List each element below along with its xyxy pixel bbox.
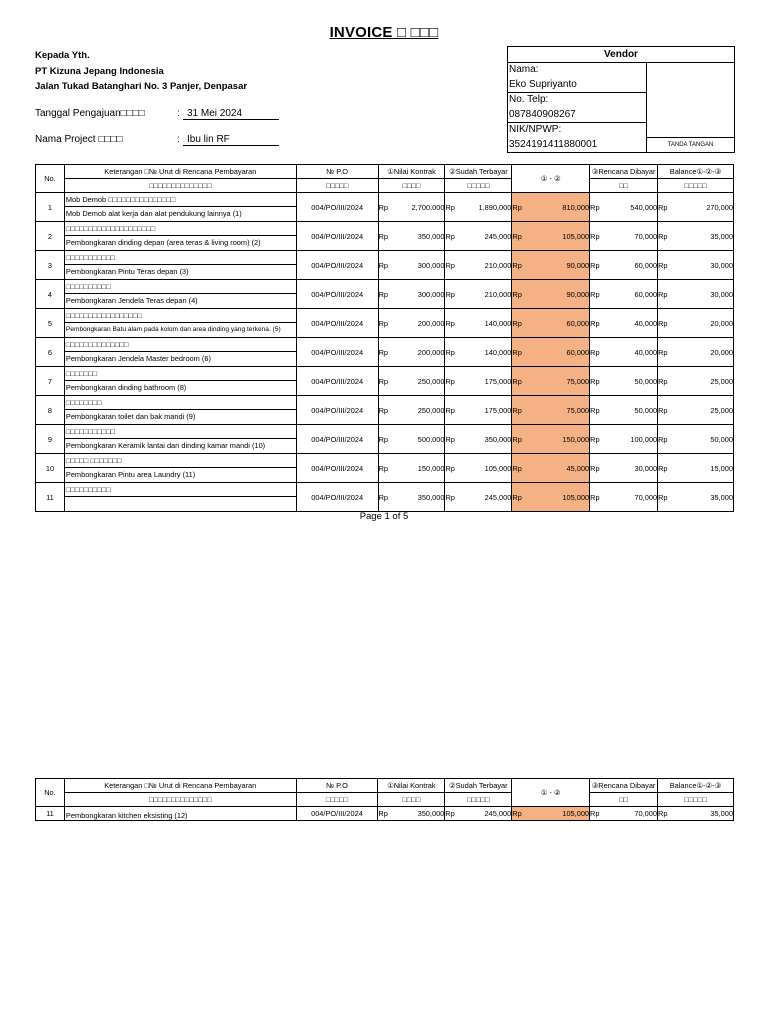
- row-description: [64, 193, 296, 222]
- row-diff: 150,000: [528, 425, 590, 454]
- table-row: [36, 454, 734, 483]
- row-no: 10: [36, 454, 65, 483]
- row-balance-currency: Rp: [658, 807, 674, 821]
- row-contract-currency: Rp: [378, 338, 394, 367]
- row-plan: 70,000: [606, 807, 658, 821]
- row-plan: 50,000: [606, 396, 658, 425]
- row-balance: 50,000: [674, 425, 734, 454]
- row-contract: 350,000: [394, 807, 445, 821]
- row-po: 004/PO/III/2024: [296, 454, 378, 483]
- row-desc-bottom: Pembongkaran Jendela Master bedroom (6): [65, 354, 211, 363]
- row-diff: 90,000: [528, 251, 590, 280]
- row-plan-currency: Rp: [590, 425, 606, 454]
- row-contract-currency: Rp: [378, 807, 394, 821]
- header-no: No.: [36, 165, 65, 193]
- row-contract: 500,000: [394, 425, 445, 454]
- row-paid-currency: Rp: [445, 222, 461, 251]
- vendor-nik-label: NIK/NPWP:: [509, 124, 562, 135]
- row-desc-top: □□□□□ □□□□□□□: [65, 454, 296, 468]
- row-plan: 100,000: [606, 425, 658, 454]
- row-desc-top: Mob Demob □□□□□□□□□□□□□□□: [65, 193, 296, 207]
- row-contract: 300,000: [394, 280, 445, 309]
- row-plan-currency: Rp: [590, 309, 606, 338]
- header-paid-sub: □□□□□: [445, 793, 512, 807]
- header-desc-sub: □□□□□□□□□□□□□□: [64, 179, 296, 193]
- recipient-address: Jalan Tukad Batanghari No. 3 Panjer, Denpasar: [35, 81, 248, 92]
- row-contract: 300,000: [394, 251, 445, 280]
- invoice-table: [35, 164, 734, 512]
- row-diff-currency: Rp: [512, 338, 528, 367]
- row-diff: 105,000: [528, 483, 590, 512]
- header-balance-sub: □□□□□: [658, 793, 734, 807]
- row-balance: 270,000: [674, 193, 734, 222]
- row-contract-currency: Rp: [378, 251, 394, 280]
- table-row: [36, 193, 734, 222]
- row-plan-currency: Rp: [590, 483, 606, 512]
- row-no: 8: [36, 396, 65, 425]
- row-plan: 540,000: [606, 193, 658, 222]
- row-po: 004/PO/III/2024: [296, 222, 378, 251]
- row-plan: 70,000: [606, 483, 658, 512]
- row-no: 1: [36, 193, 65, 222]
- table-row: [36, 338, 734, 367]
- project-name-colon: :: [177, 134, 180, 145]
- row-contract-currency: Rp: [378, 483, 394, 512]
- row-desc-top: □□□□□□□□: [65, 396, 296, 410]
- row-desc-bottom: [65, 497, 296, 511]
- row-diff-currency: Rp: [512, 280, 528, 309]
- row-diff: 45,000: [528, 454, 590, 483]
- row-contract-currency: Rp: [378, 193, 394, 222]
- row-po: 004/PO/III/2024: [296, 367, 378, 396]
- row-description: [64, 251, 296, 280]
- row-contract-currency: Rp: [378, 309, 394, 338]
- row-diff: 60,000: [528, 338, 590, 367]
- row-desc-bottom: Pembongkaran Batu alam pada kolom dan area dinding yang terkena. (5): [65, 326, 281, 333]
- row-balance-currency: Rp: [658, 367, 674, 396]
- submission-date-colon: :: [177, 108, 180, 119]
- row-no: 4: [36, 280, 65, 309]
- row-desc-bottom: Pembongkaran dinding depan (area teras & living room) (2): [65, 238, 261, 247]
- vendor-nik: 3524191411880001: [509, 138, 598, 150]
- row-description: [64, 396, 296, 425]
- row-desc-top: □□□□□□□□□□: [65, 483, 296, 497]
- row-balance-currency: Rp: [658, 483, 674, 512]
- page-number: Page 1 of 5: [359, 511, 409, 522]
- row-balance-currency: Rp: [658, 280, 674, 309]
- row-desc-bottom: Mob Demob alat kerja dan alat pendukung lainnya (1): [65, 209, 242, 218]
- row-po: 004/PO/III/2024: [296, 338, 378, 367]
- row-paid: 1,890,000: [461, 193, 512, 222]
- row-plan-currency: Rp: [590, 251, 606, 280]
- header-paid: ②Sudah Terbayar: [445, 165, 512, 179]
- row-balance: 25,000: [674, 367, 734, 396]
- row-contract-currency: Rp: [378, 425, 394, 454]
- row-contract-currency: Rp: [378, 454, 394, 483]
- row-paid: 245,000: [461, 807, 512, 821]
- header-contract-sub: □□□□: [378, 179, 445, 193]
- recipient-company: PT Kizuna Jepang Indonesia: [35, 65, 164, 77]
- row-contract-currency: Rp: [378, 367, 394, 396]
- invoice-table-continued: [35, 778, 734, 821]
- table-row: [36, 396, 734, 425]
- row-paid-currency: Rp: [445, 396, 461, 425]
- row-contract: 350,000: [394, 483, 445, 512]
- row-paid: 175,000: [461, 367, 512, 396]
- table-row: [36, 483, 734, 512]
- row-no: 3: [36, 251, 65, 280]
- row-diff: 75,000: [528, 396, 590, 425]
- row-paid-currency: Rp: [445, 367, 461, 396]
- row-desc-bottom: Pembongkaran dinding bathroom (8): [65, 383, 187, 392]
- row-diff-currency: Rp: [512, 425, 528, 454]
- row-balance: 35,000: [674, 222, 734, 251]
- header-diff: ① - ②: [512, 779, 590, 807]
- row-plan-currency: Rp: [590, 454, 606, 483]
- row-no: 11: [36, 483, 65, 512]
- vendor-box: [507, 46, 735, 153]
- row-balance-currency: Rp: [658, 222, 674, 251]
- row-contract: 250,000: [394, 367, 445, 396]
- header-plan: ③Rencana Dibayar: [590, 779, 658, 793]
- row-diff: 105,000: [528, 807, 590, 821]
- row-diff-currency: Rp: [512, 222, 528, 251]
- row-no: 9: [36, 425, 65, 454]
- row-desc-top: □□□□□□□□□□: [65, 280, 296, 294]
- row-paid-currency: Rp: [445, 338, 461, 367]
- row-diff-currency: Rp: [512, 396, 528, 425]
- table-row: [36, 251, 734, 280]
- header-po-sub: □□□□□: [296, 179, 378, 193]
- row-paid: 140,000: [461, 309, 512, 338]
- row-desc-top: □□□□□□□: [65, 367, 296, 381]
- header-po: № P.O: [296, 165, 378, 179]
- header-desc: Keterangan □№ Urut di Rencana Pembayaran: [64, 165, 296, 179]
- row-description: [64, 454, 296, 483]
- row-no: 11: [36, 807, 65, 821]
- header-desc: Keterangan □№ Urut di Rencana Pembayaran: [64, 779, 296, 793]
- row-balance-currency: Rp: [658, 425, 674, 454]
- row-balance: 30,000: [674, 280, 734, 309]
- table-row: [36, 425, 734, 454]
- row-contract: 250,000: [394, 396, 445, 425]
- recipient-salutation: Kepada Yth.: [35, 50, 90, 61]
- invoice-table-page1: [35, 164, 734, 502]
- row-contract: 2,700,000: [394, 193, 445, 222]
- row-balance: 20,000: [674, 338, 734, 367]
- row-balance-currency: Rp: [658, 338, 674, 367]
- row-po: 004/PO/III/2024: [296, 309, 378, 338]
- table-row: [36, 222, 734, 251]
- table-row-continued: [36, 807, 734, 821]
- row-po: 004/PO/III/2024: [296, 193, 378, 222]
- row-description: [64, 222, 296, 251]
- row-plan: 60,000: [606, 280, 658, 309]
- row-description: [64, 425, 296, 454]
- row-no: 6: [36, 338, 65, 367]
- header-paid: ②Sudah Terbayar: [445, 779, 512, 793]
- row-po: 004/PO/III/2024: [296, 807, 378, 821]
- row-balance-currency: Rp: [658, 309, 674, 338]
- row-po: 004/PO/III/2024: [296, 251, 378, 280]
- header-desc-sub: □□□□□□□□□□□□□□: [64, 793, 296, 807]
- row-balance: 30,000: [674, 251, 734, 280]
- row-plan-currency: Rp: [590, 193, 606, 222]
- row-description: [64, 309, 296, 338]
- row-balance-currency: Rp: [658, 193, 674, 222]
- signature-area: [647, 63, 734, 152]
- row-desc-bottom: Pembongkaran Pintu area Laundry (11): [65, 470, 196, 479]
- row-paid: 175,000: [461, 396, 512, 425]
- row-diff: 810,000: [528, 193, 590, 222]
- row-paid-currency: Rp: [445, 454, 461, 483]
- row-plan-currency: Rp: [590, 807, 606, 821]
- row-balance-currency: Rp: [658, 396, 674, 425]
- row-diff-currency: Rp: [512, 193, 528, 222]
- row-desc-top: □□□□□□□□□□□□□□□□□□□□: [65, 222, 296, 236]
- row-paid-currency: Rp: [445, 251, 461, 280]
- header-diff: ① - ②: [512, 165, 590, 193]
- row-paid: 140,000: [461, 338, 512, 367]
- header-balance: Balance①-②-③: [658, 779, 734, 793]
- row-diff-currency: Rp: [512, 309, 528, 338]
- row-balance-currency: Rp: [658, 251, 674, 280]
- table-row: [36, 309, 734, 338]
- row-balance: 20,000: [674, 309, 734, 338]
- row-paid: 350,000: [461, 425, 512, 454]
- row-diff: 90,000: [528, 280, 590, 309]
- row-contract: 200,000: [394, 338, 445, 367]
- row-no: 5: [36, 309, 65, 338]
- vendor-name-label: Nama:: [509, 64, 539, 75]
- row-balance: 35,000: [674, 807, 734, 821]
- invoice-title: INVOICE □ □□□: [329, 24, 439, 41]
- row-diff-currency: Rp: [512, 807, 528, 821]
- row-description: [64, 280, 296, 309]
- row-contract: 200,000: [394, 309, 445, 338]
- row-desc-top: □□□□□□□□□□□□□□□□□: [65, 309, 296, 323]
- row-paid-currency: Rp: [445, 425, 461, 454]
- header-plan: ③Rencana Dibayar: [590, 165, 658, 179]
- row-paid: 210,000: [461, 251, 512, 280]
- row-paid: 245,000: [461, 483, 512, 512]
- header-po-sub: □□□□□: [296, 793, 378, 807]
- row-desc-bottom: Pembongkaran toilet dan bak mandi (9): [65, 412, 196, 421]
- row-po: 004/PO/III/2024: [296, 280, 378, 309]
- row-contract-currency: Rp: [378, 222, 394, 251]
- row-paid: 245,000: [461, 222, 512, 251]
- row-diff: 75,000: [528, 367, 590, 396]
- header-contract: ①Nilai Kontrak: [378, 165, 445, 179]
- row-plan: 70,000: [606, 222, 658, 251]
- row-contract: 350,000: [394, 222, 445, 251]
- row-desc-top: □□□□□□□□□□□: [65, 251, 296, 265]
- row-plan-currency: Rp: [590, 396, 606, 425]
- row-plan: 50,000: [606, 367, 658, 396]
- row-balance-currency: Rp: [658, 454, 674, 483]
- signature-label: TANDA TANGAN: [647, 137, 734, 152]
- row-paid-currency: Rp: [445, 193, 461, 222]
- row-diff-currency: Rp: [512, 367, 528, 396]
- row-desc-bottom: Pembongkaran Pintu Teras depan (3): [65, 267, 189, 276]
- project-name-label: Nama Project □□□□: [35, 134, 123, 145]
- row-desc-bottom: Pembongkaran Keramik lantai dan dinding kamar mandi (10): [65, 441, 266, 450]
- row-balance: 15,000: [674, 454, 734, 483]
- row-diff-currency: Rp: [512, 251, 528, 280]
- header-po: № P.O: [296, 779, 378, 793]
- row-desc-top: □□□□□□□□□□□□□□: [65, 338, 296, 352]
- row-paid: 105,000: [461, 454, 512, 483]
- row-paid-currency: Rp: [445, 483, 461, 512]
- row-plan: 40,000: [606, 309, 658, 338]
- header-paid-sub: □□□□□: [445, 179, 512, 193]
- row-plan-currency: Rp: [590, 222, 606, 251]
- row-balance: 35,000: [674, 483, 734, 512]
- row-contract: 150,000: [394, 454, 445, 483]
- table-row: [36, 367, 734, 396]
- vendor-phone: 087840908267: [508, 108, 646, 124]
- row-po: 004/PO/III/2024: [296, 396, 378, 425]
- row-paid: 210,000: [461, 280, 512, 309]
- header-balance-sub: □□□□□: [658, 179, 734, 193]
- submission-date-label: Tanggal Pengajuan□□□□: [35, 108, 145, 119]
- row-plan-currency: Rp: [590, 280, 606, 309]
- table-row: [36, 280, 734, 309]
- header-plan-sub: □□: [590, 793, 658, 807]
- row-plan-currency: Rp: [590, 367, 606, 396]
- row-contract-currency: Rp: [378, 280, 394, 309]
- recipient-block: [35, 48, 247, 95]
- row-no: 2: [36, 222, 65, 251]
- row-contract-currency: Rp: [378, 396, 394, 425]
- invoice-table-page2: [35, 778, 734, 824]
- row-paid-currency: Rp: [445, 280, 461, 309]
- row-description: [64, 338, 296, 367]
- row-plan: 60,000: [606, 251, 658, 280]
- row-plan-currency: Rp: [590, 338, 606, 367]
- vendor-name: Eko Supriyanto: [508, 78, 646, 94]
- row-diff-currency: Rp: [512, 483, 528, 512]
- row-balance: 25,000: [674, 396, 734, 425]
- submission-date-value: 31 Mei 2024: [183, 108, 279, 120]
- row-desc-top: □□□□□□□□□□□: [65, 425, 296, 439]
- row-diff-currency: Rp: [512, 454, 528, 483]
- row-plan: 40,000: [606, 338, 658, 367]
- row-plan: 30,000: [606, 454, 658, 483]
- row-paid-currency: Rp: [445, 807, 461, 821]
- row-diff: 60,000: [528, 309, 590, 338]
- vendor-header: Vendor: [508, 47, 734, 63]
- row-description: [64, 367, 296, 396]
- project-name-value: Ibu lin RF: [183, 134, 279, 146]
- vendor-phone-label: No. Telp:: [509, 94, 549, 105]
- row-paid-currency: Rp: [445, 309, 461, 338]
- header-no: No.: [36, 779, 65, 807]
- header-contract-sub: □□□□: [378, 793, 445, 807]
- row-no: 7: [36, 367, 65, 396]
- header-plan-sub: □□: [590, 179, 658, 193]
- row-po: 004/PO/III/2024: [296, 483, 378, 512]
- header-balance: Balance①-②-③: [658, 165, 734, 179]
- row-diff: 105,000: [528, 222, 590, 251]
- header-contract: ①Nilai Kontrak: [378, 779, 445, 793]
- row-desc-bottom: Pembongkaran kitchen eksisting (12): [64, 807, 296, 821]
- row-desc-bottom: Pembongkaran Jendela Teras depan (4): [65, 296, 198, 305]
- row-po: 004/PO/III/2024: [296, 425, 378, 454]
- row-description: [64, 483, 296, 512]
